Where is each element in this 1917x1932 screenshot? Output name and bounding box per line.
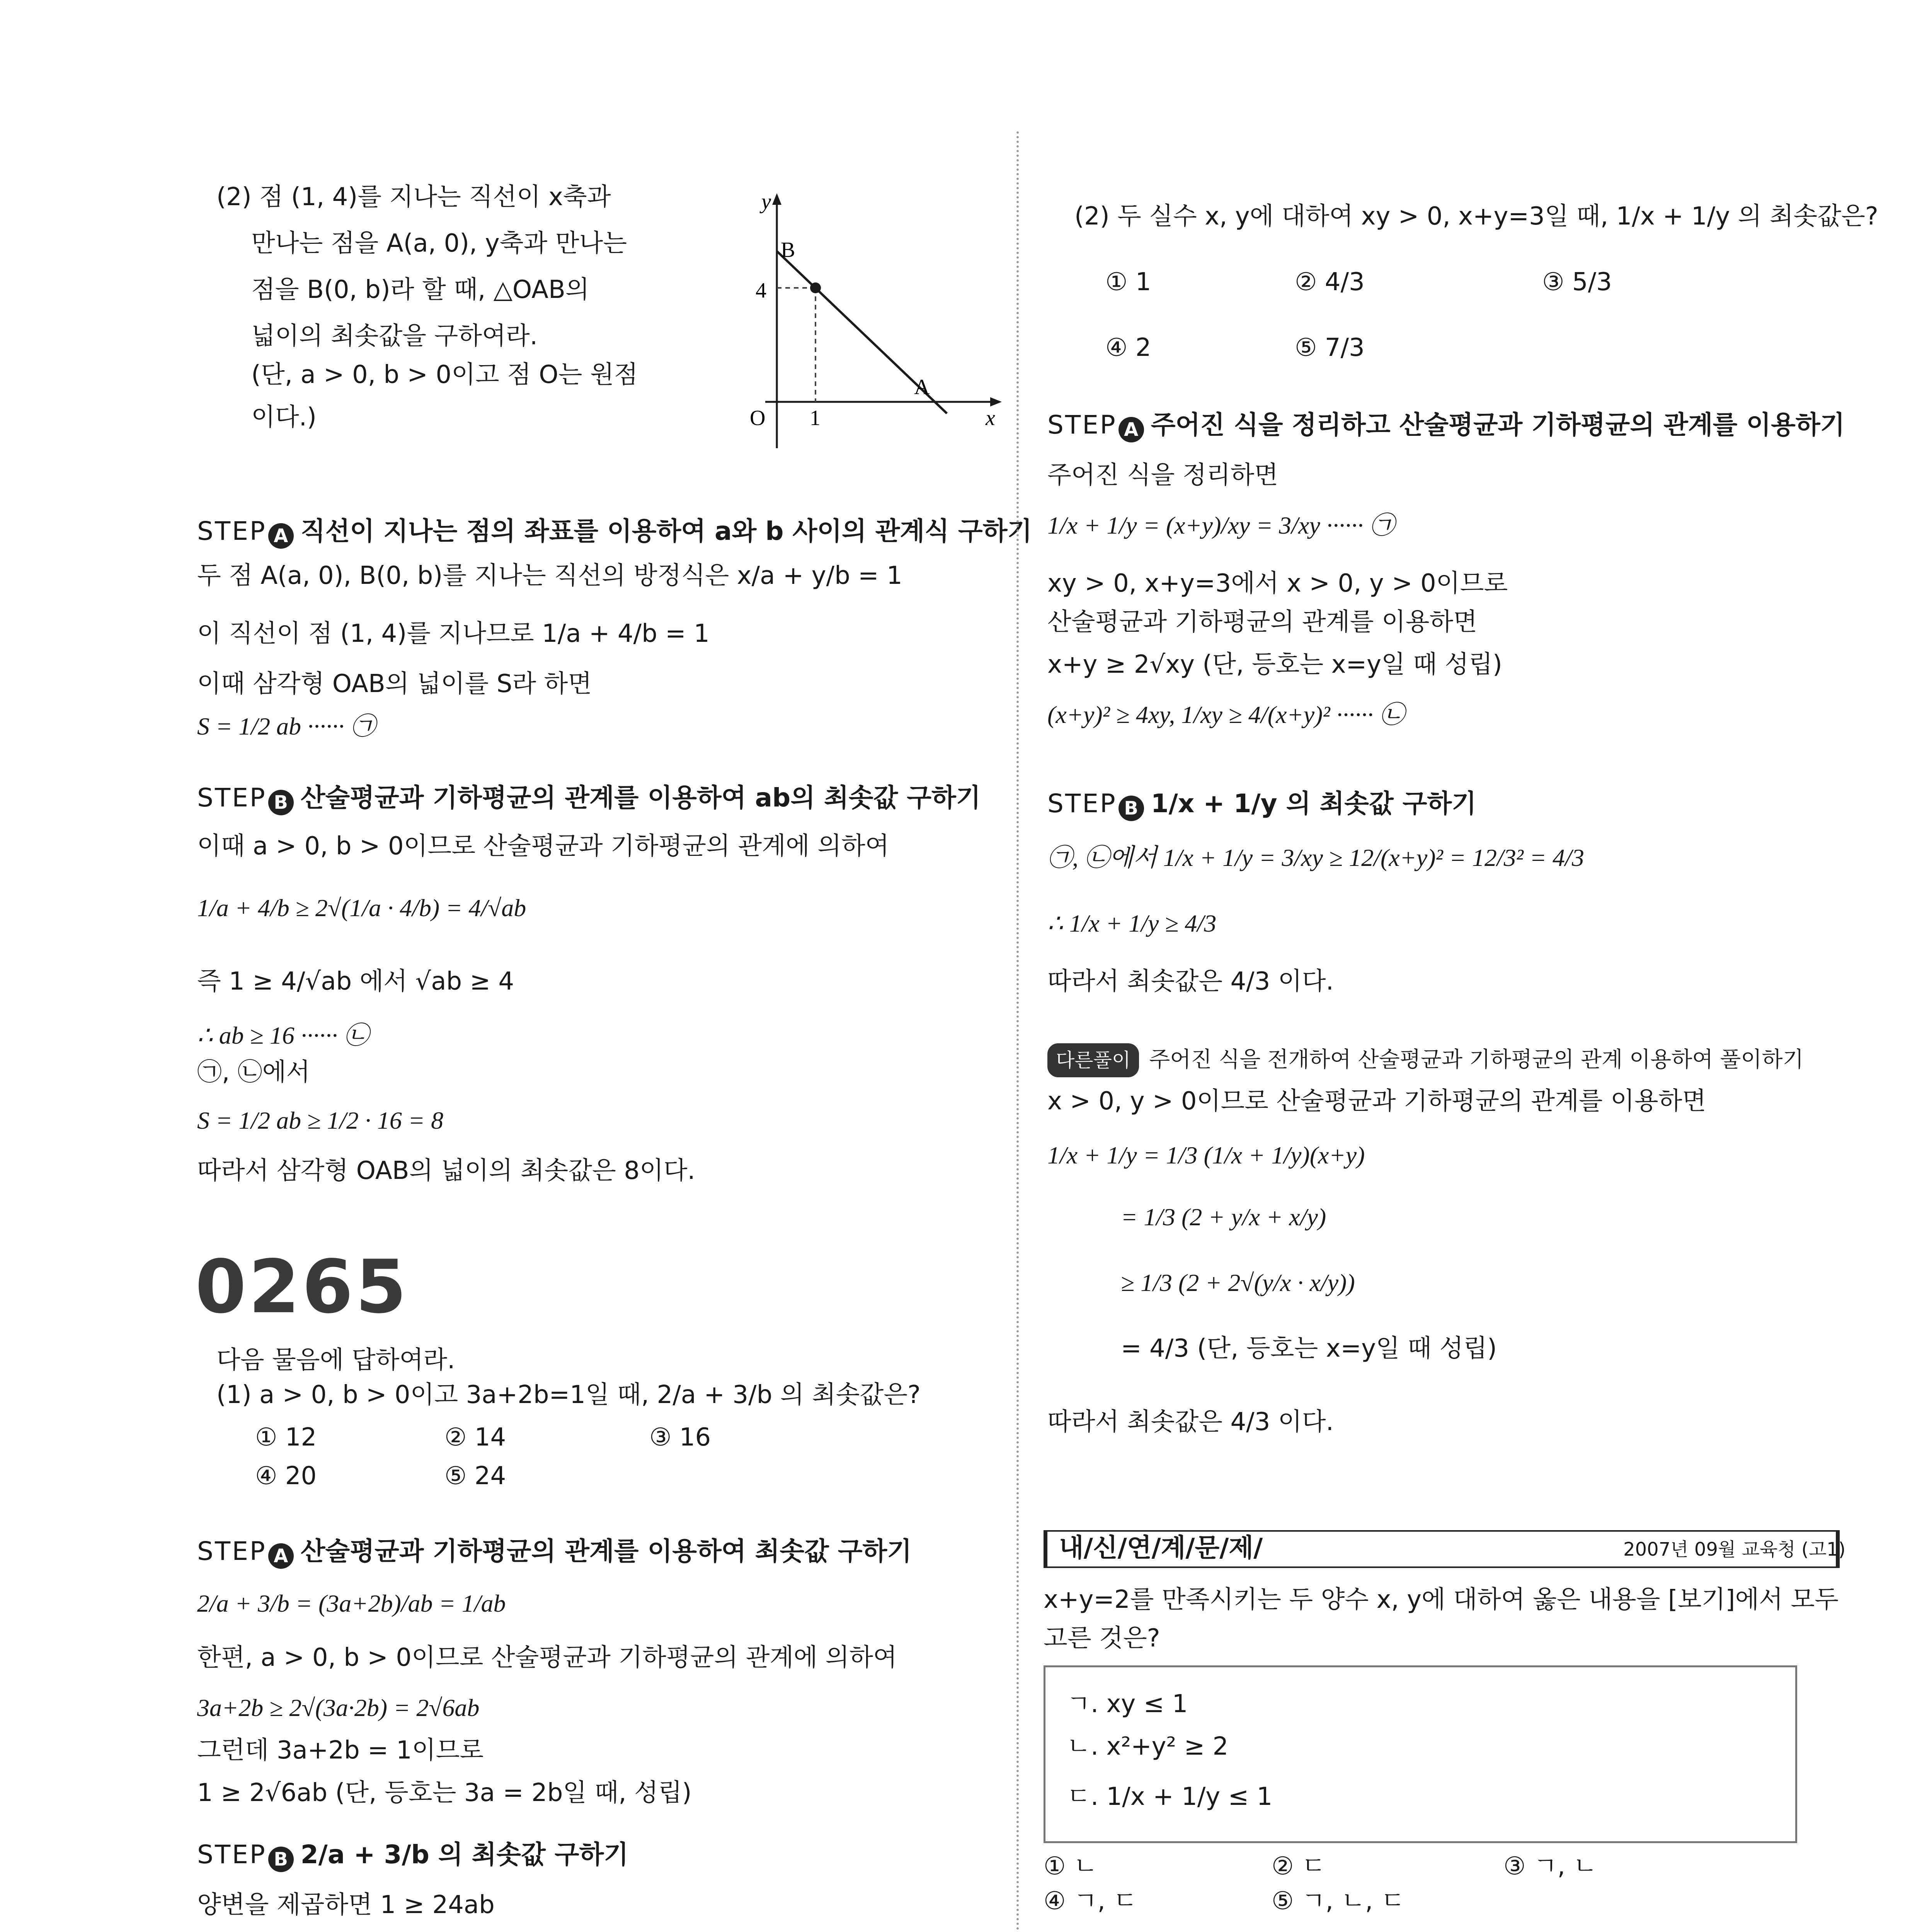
solution-line: 따라서 최솟값은 4/3 이다. [1047, 1408, 1334, 1436]
solution-line: 따라서 삼각형 OAB의 넓이의 최솟값은 8이다. [197, 1156, 695, 1185]
alt-solution-heading [1047, 1043, 1804, 1077]
step-a-heading [1047, 410, 1845, 442]
step-a-heading [197, 1536, 912, 1569]
a-label: A [914, 375, 930, 399]
solution-line: x+y ≥ 2√xy (단, 등호는 x=y일 때 성립) [1047, 650, 1502, 679]
choice: ② ㄷ [1272, 1852, 1326, 1881]
solution-line: 이 직선이 점 (1, 4)를 지나므로 1/a + 4/b = 1 [197, 619, 710, 648]
step-label: STEP [197, 1840, 267, 1869]
step-b-title: 2/a + 3/b 의 최솟값 구하기 [300, 1840, 629, 1869]
solution-line: 1/x + 1/y = (x+y)/xy = 3/xy ······ ㉠ [1047, 512, 1394, 539]
solution-line: ≥ 1/3 (2 + 2√(y/x · x/y)) [1121, 1269, 1355, 1296]
problem-question: (2) 두 실수 x, y에 대하여 xy > 0, x+y=3일 때, 1/x + 1/y 의 최솟값은? [1074, 202, 1878, 231]
problem-intro: 다음 물음에 답하여라. [216, 1346, 455, 1374]
step-b-mark: B [268, 790, 294, 815]
step-a-heading [197, 516, 1032, 549]
solution-line: ㉠, ㉡에서 [197, 1058, 310, 1087]
related-problem-question: 고른 것은? [1044, 1624, 1160, 1653]
choice: ④ ㄱ, ㄷ [1044, 1887, 1137, 1915]
column-divider [1016, 131, 1019, 1932]
related-problem-source: 2007년 09월 교육청 (고1) [1623, 1539, 1846, 1560]
related-problem-question: x+y=2를 만족시키는 두 양수 x, y에 대하여 옳은 내용을 [보기]에서 모두 [1044, 1585, 1839, 1614]
solution-line: 따라서 최솟값은 4/3 이다. [1047, 967, 1334, 996]
solution-line: ∴ ab ≥ 16 ······ ㉡ [197, 1022, 369, 1049]
choice: ④ 20 [255, 1462, 317, 1490]
problem-text-line: 점을 B(0, b)라 할 때, △OAB의 [251, 276, 589, 304]
solution-line: 양변을 제곱하면 1 ≥ 24ab [197, 1891, 495, 1919]
bogi-item: ㄴ. x²+y² ≥ 2 [1067, 1732, 1229, 1761]
origin-label: O [750, 406, 766, 430]
choice: ⑤ 7/3 [1295, 333, 1365, 362]
solution-line: 1/a + 4/b ≥ 2√(1/a · 4/b) = 4/√ab [197, 894, 526, 922]
alt-solution-tag: 다른풀이 [1047, 1043, 1139, 1077]
solution-line: 2/a + 3/b = (3a+2b)/ab = 1/ab [197, 1590, 506, 1617]
solution-line: 1 ≥ 2√6ab (단, 등호는 3a = 2b일 때, 성립) [197, 1779, 692, 1807]
problem-text-line: 넓이의 최솟값을 구하여라. [251, 322, 538, 350]
solution-line: 산술평균과 기하평균의 관계를 이용하면 [1047, 608, 1478, 636]
x-axis-arrow [990, 397, 1002, 406]
step-b-mark: B [1119, 796, 1144, 821]
step-a-title: 주어진 식을 정리하고 산술평균과 기하평균의 관계를 이용하기 [1151, 410, 1845, 440]
step-label: STEP [197, 1536, 267, 1566]
bogi-item: ㄱ. xy ≤ 1 [1067, 1690, 1188, 1718]
choice: ⑤ ㄱ, ㄴ, ㄷ [1272, 1887, 1405, 1915]
step-label: STEP [1047, 789, 1117, 818]
solution-line: 즉 1 ≥ 4/√ab 에서 √ab ≥ 4 [197, 967, 514, 996]
step-b-mark: B [268, 1847, 294, 1872]
solution-line: 주어진 식을 정리하면 [1047, 461, 1279, 490]
problem-text-line: (단, a > 0, b > 0이고 점 O는 원점 [251, 361, 638, 389]
choice: ⑤ 24 [444, 1462, 506, 1490]
step-a-mark: A [1119, 417, 1144, 442]
choice: ① ㄴ [1044, 1852, 1098, 1881]
step-a-mark: A [268, 523, 294, 549]
problem-text-line: 만나는 점을 A(a, 0), y축과 만나는 [251, 229, 627, 258]
choice: ③ ㄱ, ㄴ [1503, 1852, 1597, 1881]
solution-line: = 4/3 (단, 등호는 x=y일 때 성립) [1121, 1334, 1497, 1363]
related-problem-title: 내/신/연/계/문/제/ [1059, 1533, 1263, 1563]
solution-line: xy > 0, x+y=3에서 x > 0, y > 0이므로 [1047, 569, 1508, 598]
problem-question: (1) a > 0, b > 0이고 3a+2b=1일 때, 2/a + 3/b 의 최솟값은? [216, 1381, 921, 1409]
solution-line: 이때 삼각형 OAB의 넓이를 S라 하면 [197, 670, 592, 698]
solution-line: (x+y)² ≥ 4xy, 1/xy ≥ 4/(x+y)² ······ ㉡ [1047, 701, 1405, 728]
y-label: y [761, 190, 771, 214]
step-label: STEP [197, 783, 267, 813]
choice: ④ 2 [1105, 333, 1151, 362]
solution-line: S = 1/2 ab ≥ 1/2 · 16 = 8 [197, 1107, 444, 1134]
step-a-title: 직선이 지나는 점의 좌표를 이용하여 a와 b 사이의 관계식 구하기 [300, 516, 1032, 546]
step-b-heading [1047, 788, 1476, 821]
step-a-title: 산술평균과 기하평균의 관계를 이용하여 최솟값 구하기 [300, 1536, 912, 1566]
x-label: x [986, 406, 995, 430]
solution-line: 그런데 3a+2b = 1이므로 [197, 1736, 484, 1765]
step-a-mark: A [268, 1543, 294, 1569]
one-label: 1 [810, 406, 821, 430]
solution-line: S = 1/2 ab ······ ㉠ [197, 713, 375, 740]
problem-text-line: (2) 점 (1, 4)를 지나는 직선이 x축과 [216, 183, 611, 211]
b-label: B [781, 238, 795, 262]
step-label: STEP [197, 516, 267, 546]
solution-line: = 1/3 (2 + y/x + x/y) [1121, 1203, 1326, 1231]
solution-line: ㉠, ㉡에서 1/x + 1/y = 3/xy ≥ 12/(x+y)² = 12/3² = 4/3 [1047, 844, 1584, 871]
problem-text-line: 이다.) [251, 403, 317, 432]
choice: ② 4/3 [1295, 268, 1365, 296]
solution-line: 두 점 A(a, 0), B(0, b)를 지나는 직선의 방정식은 x/a + y/b = 1 [197, 561, 902, 590]
step-label: STEP [1047, 410, 1117, 440]
y-axis-arrow [772, 193, 781, 205]
point-marker [810, 282, 821, 293]
solution-line: 한편, a > 0, b > 0이므로 산술평균과 기하평균의 관계에 의하여 [197, 1643, 897, 1672]
problem-number: 0265 [195, 1244, 409, 1330]
solution-line: ∴ 1/x + 1/y ≥ 4/3 [1047, 910, 1217, 937]
solution-line: 3a+2b ≥ 2√(3a·2b) = 2√6ab [197, 1694, 480, 1721]
solution-line: x > 0, y > 0이므로 산술평균과 기하평균의 관계를 이용하면 [1047, 1087, 1706, 1116]
choice: ① 1 [1105, 268, 1151, 296]
choice: ③ 5/3 [1542, 268, 1612, 296]
choice: ① 12 [255, 1423, 317, 1452]
choice: ② 14 [444, 1423, 506, 1452]
alt-solution-title: 주어진 식을 전개하여 산술평균과 기하평균의 관계 이용하여 풀이하기 [1149, 1047, 1804, 1072]
bogi-item: ㄷ. 1/x + 1/y ≤ 1 [1067, 1782, 1273, 1811]
solution-line: 이때 a > 0, b > 0이므로 산술평균과 기하평균의 관계에 의하여 [197, 832, 889, 861]
choice: ③ 16 [649, 1423, 711, 1452]
step-b-heading [197, 782, 981, 815]
line-graph [727, 185, 1005, 456]
step-b-heading [197, 1839, 628, 1872]
four-label: 4 [756, 279, 766, 303]
step-b-title: 산술평균과 기하평균의 관계를 이용하여 ab의 최솟값 구하기 [300, 783, 981, 813]
solution-line: 1/x + 1/y = 1/3 (1/x + 1/y)(x+y) [1047, 1141, 1365, 1169]
step-b-title: 1/x + 1/y 의 최솟값 구하기 [1151, 789, 1476, 818]
